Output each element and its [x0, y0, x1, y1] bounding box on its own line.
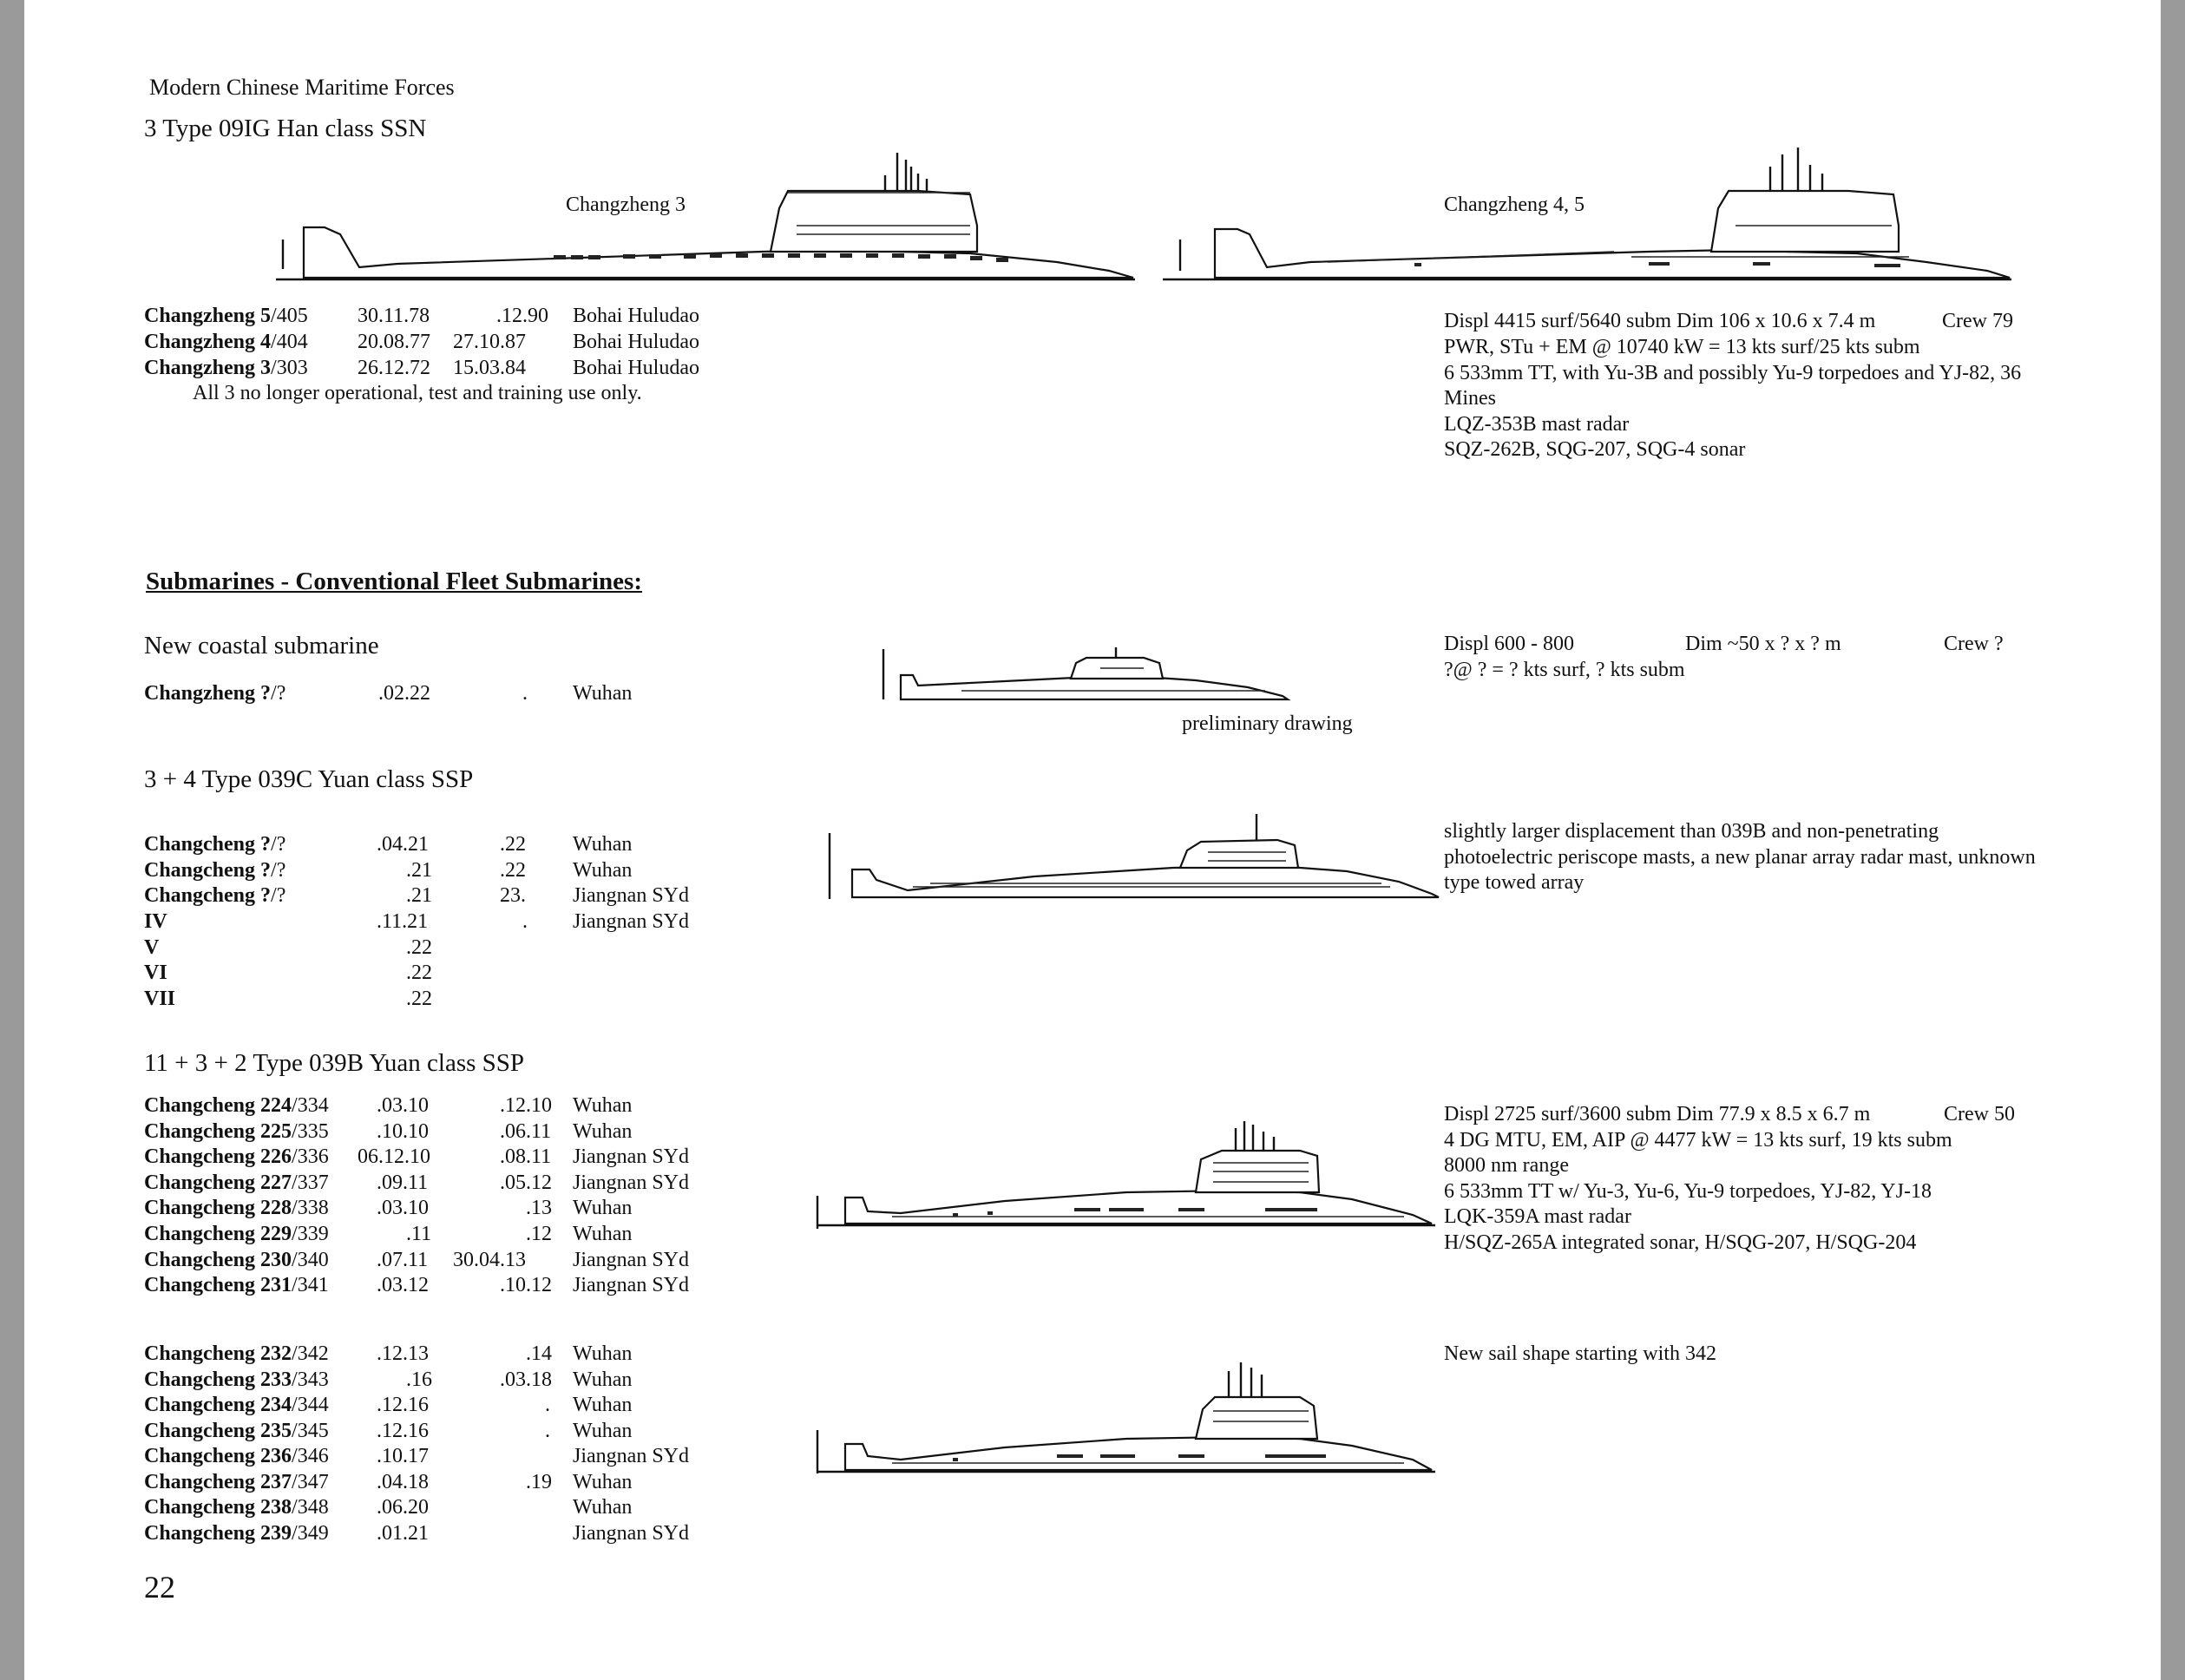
pennant-number: /337	[292, 1171, 329, 1194]
boat-name: Changcheng 225	[144, 1120, 292, 1143]
yuan-039b-spec-line-3: 8000 nm range	[1444, 1154, 1569, 1177]
date-laid-down: .22	[406, 936, 432, 959]
boat-name: Changcheng 231	[144, 1274, 292, 1296]
date-laid-down: .21	[406, 884, 432, 907]
date-commissioned: 15.03.84	[453, 357, 526, 379]
boat-name: VII	[144, 988, 176, 1010]
date-laid-down: .04.21	[377, 833, 429, 856]
pennant-number: /349	[292, 1522, 329, 1545]
table-row	[24, 1248, 805, 1274]
date-laid-down: .11	[406, 1223, 432, 1245]
yuan-039b-spec-line-2: 4 DG MTU, EM, AIP @ 4477 kW = 13 kts surf, 19 kts subm	[1444, 1129, 1952, 1152]
yuan-039b-spec-line-6: H/SQZ-265A integrated sonar, H/SQG-207, H/SQG-204	[1444, 1231, 1917, 1254]
shipyard: Wuhan	[573, 833, 633, 856]
section-title: Submarines - Conventional Fleet Submarines:	[146, 568, 642, 595]
date-laid-down: .03.12	[377, 1274, 429, 1296]
table-row	[24, 1171, 805, 1197]
date-commissioned: .22	[500, 833, 526, 856]
date-laid-down: .02.22	[378, 682, 430, 705]
han-class-submarine-drawing-1	[276, 121, 1137, 286]
shipyard: Jiangnan SYd	[573, 1274, 689, 1296]
date-laid-down: 06.12.10	[358, 1145, 430, 1168]
date-commissioned: 27.10.87	[453, 331, 526, 353]
shipyard: Wuhan	[573, 1197, 633, 1219]
date-commissioned: .12	[526, 1223, 552, 1245]
shipyard: Wuhan	[573, 1094, 633, 1117]
coastal-dimensions: Dim ~50 x ? x ? m	[1685, 633, 1841, 655]
coastal-displacement: Displ 600 - 800	[1444, 633, 1574, 655]
pennant-number: /404	[271, 331, 308, 353]
date-laid-down: .22	[406, 988, 432, 1010]
han-class-note: All 3 no longer operational, test and training use only.	[193, 382, 642, 404]
table-row	[24, 1495, 805, 1521]
date-laid-down: .01.21	[377, 1522, 429, 1545]
boat-name: IV	[144, 910, 167, 933]
boat-name: Changcheng 238	[144, 1496, 292, 1519]
pennant-number: /335	[292, 1120, 329, 1143]
boat-name: Changcheng 234	[144, 1394, 292, 1416]
table-row	[24, 1444, 805, 1470]
boat-name: Changcheng 230	[144, 1249, 292, 1271]
pennant-number: /346	[292, 1445, 329, 1467]
table-row	[24, 1419, 805, 1445]
yuan-039b-title: 11 + 3 + 2 Type 039B Yuan class SSP	[144, 1049, 525, 1077]
date-laid-down: .22	[406, 961, 432, 984]
drawing-label-changzheng-3: Changzheng 3	[566, 194, 686, 216]
date-laid-down: 30.11.78	[358, 305, 430, 327]
han-spec-line-1: Displ 4415 surf/5640 subm Dim 106 x 10.6 x 7.4 m	[1444, 310, 1876, 332]
date-laid-down: .11.21	[377, 910, 429, 933]
boat-name: Changcheng 228	[144, 1197, 292, 1219]
pennant-number: /339	[292, 1223, 329, 1245]
table-row	[24, 1393, 805, 1419]
table-row	[24, 1470, 805, 1496]
date-laid-down: .12.16	[377, 1394, 429, 1416]
date-commissioned: .	[545, 1420, 550, 1442]
table-row	[24, 1222, 805, 1248]
preliminary-drawing-caption: preliminary drawing	[1182, 712, 1353, 735]
shipyard: Jiangnan SYd	[573, 884, 689, 907]
han-spec-line-4: Mines	[1444, 387, 1496, 410]
boat-name: Changcheng 239	[144, 1522, 292, 1545]
shipyard: Bohai Huludao	[573, 357, 699, 379]
yuan-039b-new-sail-note: New sail shape starting with 342	[1444, 1342, 1716, 1365]
pennant-number: /341	[292, 1274, 329, 1296]
yuan-039c-note-2: photoelectric periscope masts, a new planar array radar mast, unknown	[1444, 846, 2036, 869]
table-row	[24, 681, 805, 707]
coastal-propulsion: ?@ ? = ? kts surf, ? kts subm	[1444, 659, 1685, 681]
han-spec-line-2: PWR, STu + EM @ 10740 kW = 13 kts surf/25 kts subm	[1444, 336, 1920, 358]
running-header: Modern Chinese Maritime Forces	[149, 75, 455, 100]
date-commissioned: 30.04.13	[453, 1249, 526, 1271]
yuan-039c-note-3: type towed array	[1444, 871, 1585, 894]
han-spec-line-6: SQZ-262B, SQG-207, SQG-4 sonar	[1444, 438, 1746, 461]
boat-name: Changcheng ?	[144, 884, 272, 907]
pennant-number: /347	[292, 1471, 329, 1493]
shipyard: Bohai Huludao	[573, 331, 699, 353]
yuan-039c-submarine-drawing	[826, 807, 1442, 902]
boat-name: Changcheng 226	[144, 1145, 292, 1168]
boat-name: V	[144, 936, 160, 959]
pennant-number: /?	[271, 884, 286, 907]
yuan-039b-spec-line-4: 6 533mm TT w/ Yu-3, Yu-6, Yu-9 torpedoes, YJ-82, YJ-18	[1444, 1180, 1932, 1203]
pennant-number: /?	[271, 859, 286, 882]
pennant-number: /334	[292, 1094, 329, 1117]
date-laid-down: .09.11	[377, 1171, 429, 1194]
boat-name: Changcheng 224	[144, 1094, 292, 1117]
date-commissioned: .05.12	[500, 1171, 552, 1194]
table-row	[24, 1273, 805, 1299]
shipyard: Wuhan	[573, 1342, 633, 1365]
boat-name: Changcheng ?	[144, 859, 272, 882]
date-commissioned: .	[545, 1394, 550, 1416]
shipyard: Wuhan	[573, 1394, 633, 1416]
pennant-number: /405	[271, 305, 308, 327]
shipyard: Jiangnan SYd	[573, 1445, 689, 1467]
boat-name: Changzheng ?	[144, 682, 272, 705]
pennant-number: /303	[271, 357, 308, 379]
date-commissioned: .10.12	[500, 1274, 552, 1296]
table-row	[24, 356, 805, 382]
shipyard: Jiangnan SYd	[573, 1145, 689, 1168]
pennant-number: /342	[292, 1342, 329, 1365]
pennant-number: /345	[292, 1420, 329, 1442]
yuan-039c-title: 3 + 4 Type 039C Yuan class SSP	[144, 765, 474, 793]
pennant-number: /344	[292, 1394, 329, 1416]
table-row	[24, 987, 805, 1013]
date-laid-down: .16	[406, 1368, 432, 1391]
table-row	[24, 1521, 805, 1547]
date-laid-down: .07.11	[377, 1249, 429, 1271]
han-class-title: 3 Type 09IG Han class SSN	[144, 115, 427, 142]
shipyard: Wuhan	[573, 1120, 633, 1143]
pennant-number: /?	[271, 682, 286, 705]
boat-name: Changzheng 3	[144, 357, 272, 379]
yuan-039b-submarine-drawing	[814, 1111, 1439, 1229]
yuan-039c-note-1: slightly larger displacement than 039B and non-penetrating	[1444, 820, 1939, 843]
document-page	[24, 0, 2161, 1680]
boat-name: Changcheng ?	[144, 833, 272, 856]
date-laid-down: .06.20	[377, 1496, 429, 1519]
date-laid-down: .03.10	[377, 1197, 429, 1219]
pennant-number: /343	[292, 1368, 329, 1391]
boat-name: Changcheng 229	[144, 1223, 292, 1245]
table-row	[24, 858, 805, 884]
yuan-039b-spec-line-1: Displ 2725 surf/3600 subm Dim 77.9 x 8.5 x 6.7 m	[1444, 1103, 1871, 1125]
han-crew: Crew 79	[1942, 310, 2013, 332]
shipyard: Jiangnan SYd	[573, 910, 689, 933]
page-number: 22	[144, 1570, 175, 1605]
shipyard: Jiangnan SYd	[573, 1249, 689, 1271]
han-spec-line-3: 6 533mm TT, with Yu-3B and possibly Yu-9 torpedoes and YJ-82, 36	[1444, 362, 2022, 384]
shipyard: Wuhan	[573, 1223, 633, 1245]
pennant-number: /336	[292, 1145, 329, 1168]
table-row	[24, 832, 805, 858]
boat-name: Changcheng 232	[144, 1342, 292, 1365]
boat-name: Changcheng 227	[144, 1171, 292, 1194]
date-commissioned: .06.11	[500, 1120, 552, 1143]
table-row	[24, 330, 805, 356]
date-commissioned: .12.10	[500, 1094, 552, 1117]
coastal-submarine-title: New coastal submarine	[144, 632, 379, 660]
date-laid-down: .10.10	[377, 1120, 429, 1143]
date-laid-down: .03.10	[377, 1094, 429, 1117]
han-spec-line-5: LQZ-353B mast radar	[1444, 413, 1630, 436]
shipyard: Wuhan	[573, 1471, 633, 1493]
pennant-number: /338	[292, 1197, 329, 1219]
boat-name: Changcheng 233	[144, 1368, 292, 1391]
drawing-label-changzheng-4-5: Changzheng 4, 5	[1444, 194, 1585, 216]
pennant-number: /348	[292, 1496, 329, 1519]
date-laid-down: 26.12.72	[358, 357, 430, 379]
boat-name: Changzheng 5	[144, 305, 272, 327]
boat-name: Changcheng 236	[144, 1445, 292, 1467]
shipyard: Wuhan	[573, 1496, 633, 1519]
table-row	[24, 961, 805, 987]
yuan-039b-spec-line-5: LQK-359A mast radar	[1444, 1205, 1631, 1228]
table-row	[24, 909, 805, 935]
table-row	[24, 935, 805, 961]
coastal-submarine-drawing	[883, 642, 1291, 705]
table-row	[24, 1342, 805, 1368]
shipyard: Jiangnan SYd	[573, 1522, 689, 1545]
table-row	[24, 1145, 805, 1171]
date-commissioned: 23.	[500, 884, 526, 907]
date-laid-down: .04.18	[377, 1471, 429, 1493]
date-commissioned: .13	[526, 1197, 552, 1219]
yuan-039b-crew: Crew 50	[1944, 1103, 2015, 1125]
date-commissioned: .08.11	[500, 1145, 552, 1168]
shipyard: Bohai Huludao	[573, 305, 699, 327]
shipyard: Wuhan	[573, 1368, 633, 1391]
date-laid-down: .12.16	[377, 1420, 429, 1442]
date-commissioned: .12.90	[496, 305, 548, 327]
boat-name: Changzheng 4	[144, 331, 272, 353]
date-commissioned: .	[522, 682, 528, 705]
shipyard: Wuhan	[573, 1420, 633, 1442]
date-laid-down: .21	[406, 859, 432, 882]
boat-name: Changcheng 237	[144, 1471, 292, 1493]
date-commissioned: .22	[500, 859, 526, 882]
date-laid-down: .12.13	[377, 1342, 429, 1365]
date-commissioned: .14	[526, 1342, 552, 1365]
pennant-number: /?	[271, 833, 286, 856]
pennant-number: /340	[292, 1249, 329, 1271]
date-commissioned: .19	[526, 1471, 552, 1493]
table-row	[24, 1196, 805, 1222]
coastal-crew: Crew ?	[1944, 633, 2004, 655]
yuan-039b-new-sail-submarine-drawing	[814, 1336, 1439, 1475]
table-row	[24, 1119, 805, 1145]
boat-name: Changcheng 235	[144, 1420, 292, 1442]
shipyard: Wuhan	[573, 859, 633, 882]
date-laid-down: .10.17	[377, 1445, 429, 1467]
date-commissioned: .03.18	[500, 1368, 552, 1391]
table-row	[24, 1093, 805, 1119]
boat-name: VI	[144, 961, 167, 984]
date-commissioned: .	[522, 910, 528, 933]
shipyard: Jiangnan SYd	[573, 1171, 689, 1194]
table-row	[24, 1368, 805, 1394]
date-laid-down: 20.08.77	[358, 331, 430, 353]
table-row	[24, 883, 805, 909]
table-row	[24, 304, 805, 330]
han-class-submarine-drawing-2	[1163, 121, 2013, 286]
shipyard: Wuhan	[573, 682, 633, 705]
